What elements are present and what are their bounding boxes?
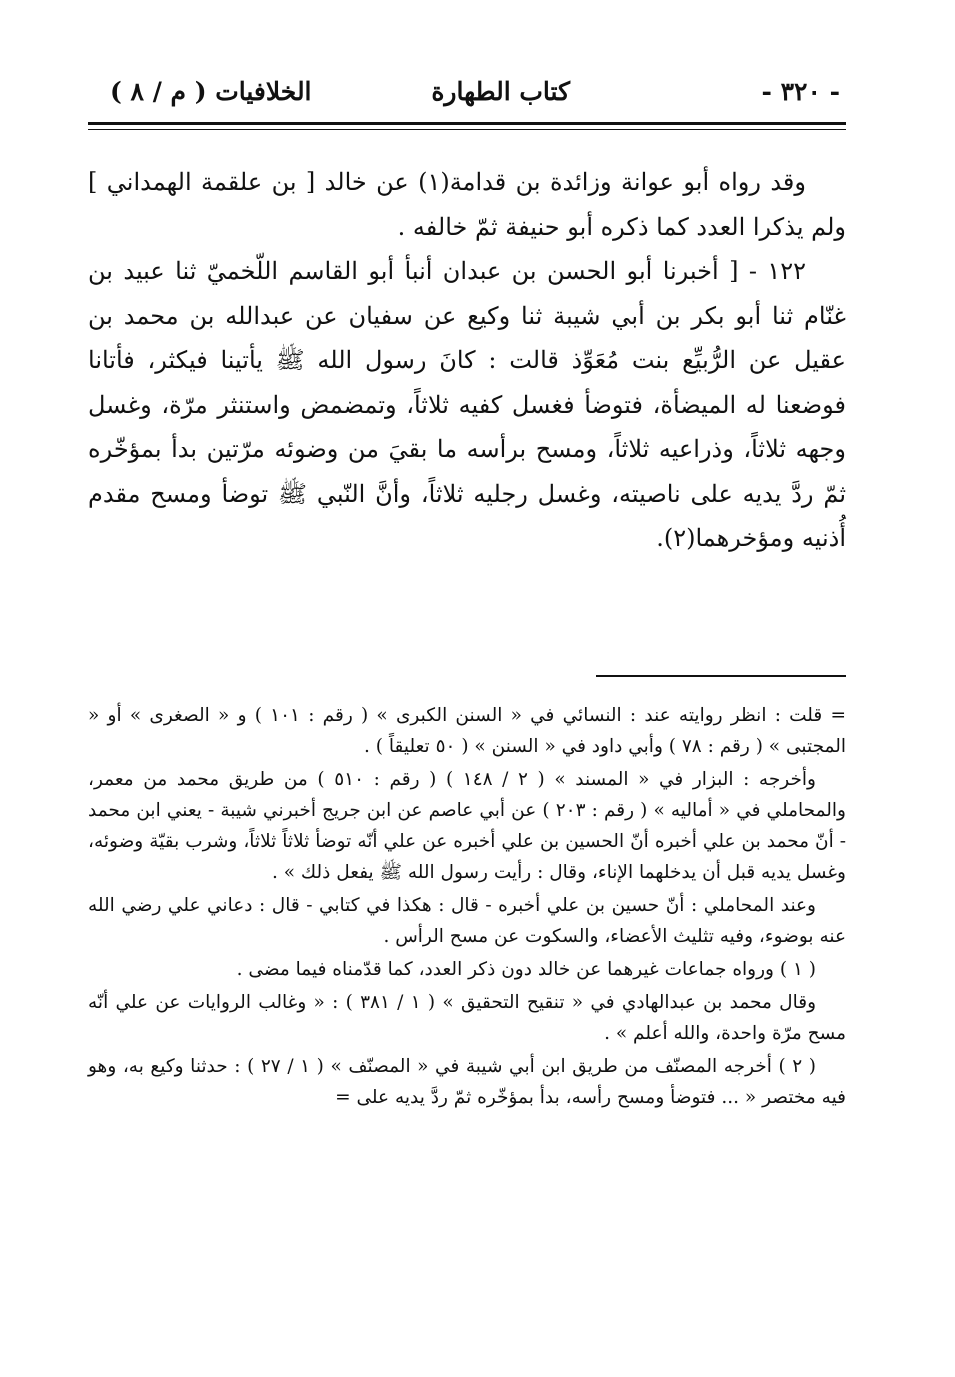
chapter-title: الخلافيات ( م / ٨ ) <box>110 77 312 106</box>
running-header <box>110 72 840 112</box>
footnote-paragraph: وأخرجه : البزار في « المسند » ( ٢ / ١٤٨ ) ( رقم : ٥١٠ ) من طريق محمد من معمر، والمحاملي في « أماليه » ( رقم : ٢٠٣ ) عن أبي عاصم عن ابن جريج أخبرني شيبة - يعني ابن محمد - أنّ محمد بن علي أخبره أنّ الحسين بن علي أخبره عن علي أنّه توضأ ثلاثاً ثلاثاً، وشرب بقيّة وضوئه، وغسل يديه قبل أن يدخلهما الإناء، وقال : رأيت رسول الله ﷺ يفعل ذلك » . <box>88 769 846 883</box>
footnote-paragraph: = قلت : انظر روايته عند : النسائي في « السنن الكبرى » ( رقم : ١٠١ ) و « الصغرى » أو « المجتبى » ( رقم : ٧٨ ) وأبي داود في « السنن » ( ٥٠ تعليقاً ) . <box>88 705 846 757</box>
main-paragraph: ١٢٢ - [ أخبرنا أبو الحسن بن عبدان أنبأ أبو القاسم اللّخميّ ثنا عبيد بن غنّام ثنا أبو بكر بن أبي شيبة ثنا وكيع عن سفيان عن عبدالله بن محمد بن عقيل عن الرُّبيِّع بنت مُعَوِّذ قالت : كانَ رسول الله ﷺ يأتينا فيكثر، فأتانا فوضعنا له الميضأة، فتوضأ فغسل كفيه ثلاثاً، وتمضمض واستنثر مرّة، وغسل وجهه ثلاثاً، وذراعيه ثلاثاً، ومسح برأسه ما بقيَ من وضوئه مرّتين بدأ بمؤخّره ثمّ ردَّ يديه على ناصيته، وغسل رجليه ثلاثاً، وأنَّ النّبي ﷺ توضأ ومسح مقدم أُذنيه ومؤخرهما(٢). <box>88 257 846 552</box>
main-paragraph: وقد رواه أبو عوانة وزائدة بن قدامة(١) عن خالد [ بن علقمة الهمداني ] ولم يذكرا العدد كما ذكره أبو حنيفة ثمّ خالفه . <box>88 168 846 241</box>
header-rule-thick <box>88 122 846 125</box>
page-number: - ٣٢٠ - <box>761 77 840 106</box>
footnote-paragraph: ( ٢ ) أخرجه المصنّف من طريق ابن أبي شيبة في « المصنّف » ( ١ / ٢٧ ) : حدثنا وكيع به، وهو فيه مختصر « ... فتوضأ ومسح رأسه، بدأ بمؤخّره ثمّ ردَّ يديه على = <box>88 1056 846 1108</box>
footnote-paragraph: ( ١ ) ورواه جماعات غيرهما عن خالد دون ذكر العدد، كما قدّمناه فيما مضى . <box>236 959 816 980</box>
book-title: كتاب الطهارة <box>431 77 570 106</box>
main-text <box>88 160 846 561</box>
footnote-paragraph: وعند المحاملي : أنّ حسين بن علي أخبره - قال : هكذا في كتابي - قال : دعاني علي رضي الله عنه بوضوء، وفيه تثليث الأعضاء، والسكوت عن مسح الرأس . <box>88 895 846 947</box>
header-rule-thin <box>88 129 846 130</box>
footnote-paragraph: وقال محمد بن عبدالهادي في « تنقيح التحقيق » ( ١ / ٣٨١ ) : « وغالب الروايات عن علي أنّه مسح مرّة واحدة، والله أعلم » . <box>88 992 846 1044</box>
footnotes <box>88 700 846 1115</box>
footnote-separator <box>596 675 846 677</box>
